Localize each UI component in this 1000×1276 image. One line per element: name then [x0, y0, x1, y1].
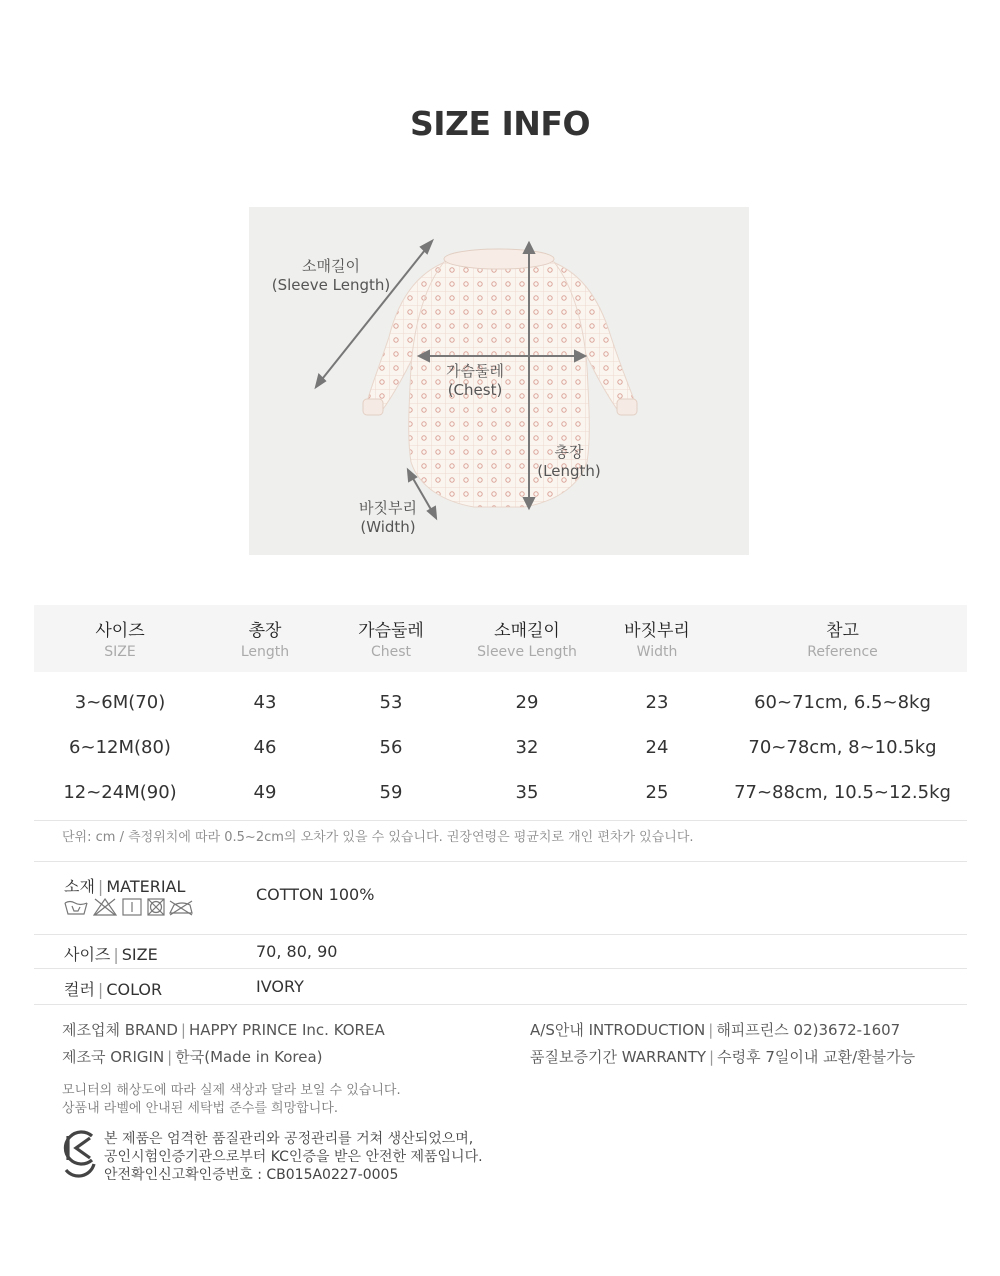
kc-line-3: 안전확인신고확인증번호 : CB015A0227-0005 [104, 1167, 399, 1183]
size-table [34, 605, 967, 815]
header-reference: 참고 Reference [807, 620, 878, 660]
color-key: 컬러 | COLOR [64, 980, 163, 999]
cell-chest: 56 [379, 737, 403, 758]
table-row [34, 672, 967, 725]
size-key: 사이즈 | SIZE [64, 945, 158, 964]
cell-reference: 77~88cm, 10.5~12.5kg [734, 782, 951, 803]
product-diagram [249, 207, 749, 555]
origin-info: 제조국 ORIGIN | 한국(Made in Korea) [62, 1048, 323, 1066]
as-info: A/S안내 INTRODUCTION | 해피프린스 02)3672-1607 [530, 1021, 901, 1039]
chest-label-en: (Chest) [447, 381, 503, 399]
cell-sleeve: 32 [515, 737, 539, 758]
table-row [34, 725, 967, 770]
kc-mark-icon [62, 1130, 98, 1182]
table-row [34, 770, 967, 815]
no-bleach-icon [94, 899, 116, 915]
length-label-en: (Length) [537, 462, 601, 480]
divider [34, 934, 967, 935]
warranty-info: 품질보증기간 WARRANTY | 수령후 7일이내 교환/환불가능 [530, 1048, 916, 1066]
cell-reference: 60~71cm, 6.5~8kg [754, 692, 931, 713]
no-iron-icon [170, 901, 192, 915]
cell-size: 3~6M(70) [74, 692, 166, 713]
no-tumble-dry-icon [148, 899, 164, 915]
cell-size: 6~12M(80) [69, 737, 171, 758]
cell-reference: 70~78cm, 8~10.5kg [748, 737, 937, 758]
cell-size: 12~24M(90) [63, 782, 177, 803]
cell-width: 23 [645, 692, 669, 713]
material-value: COTTON 100% [256, 885, 375, 904]
kc-line-2: 공인시험인증기관으로부터 KC인증을 받은 안전한 제품입니다. [104, 1149, 483, 1165]
material-key: 소재 | MATERIAL [64, 877, 186, 896]
divider [34, 861, 967, 862]
width-label-ko: 바짓부리 [359, 499, 417, 517]
cell-chest: 53 [379, 692, 403, 713]
length-label-ko: 총장 [554, 443, 584, 461]
sleeve-label-en: (Sleeve Length) [271, 276, 391, 294]
divider [34, 1004, 967, 1005]
cell-chest: 59 [379, 782, 403, 803]
cell-sleeve: 29 [515, 692, 539, 713]
size-value: 70, 80, 90 [256, 942, 338, 961]
flat-dry-icon [123, 899, 141, 915]
header-sleeve: 소매길이 Sleeve Length [477, 620, 577, 660]
cell-length: 49 [253, 782, 277, 803]
page-title: SIZE INFO [410, 104, 590, 143]
cell-length: 46 [253, 737, 277, 758]
notice-line-1: 모니터의 해상도에 따라 실제 색상과 달라 보일 수 있습니다. [62, 1083, 401, 1098]
cell-width: 25 [645, 782, 669, 803]
header-width: 바짓부리 Width [624, 620, 690, 660]
color-value: IVORY [256, 977, 304, 996]
kc-line-1: 본 제품은 엄격한 품질관리와 공정관리를 거쳐 생산되었으며, [104, 1131, 474, 1147]
brand-info: 제조업체 BRAND | HAPPY PRINCE Inc. KOREA [62, 1021, 385, 1039]
notice-line-2: 상품내 라벨에 안내된 세탁법 준수를 희망합니다. [62, 1101, 338, 1116]
header-chest: 가슴둘레 Chest [358, 620, 424, 660]
measurement-note: 단위: cm / 측정위치에 따라 0.5~2cm의 오차가 있을 수 있습니다. 권장연령은 평균치로 개인 편차가 있습니다. [62, 830, 694, 845]
cell-length: 43 [253, 692, 277, 713]
width-label-en: (Width) [360, 518, 416, 536]
table-header-row [34, 605, 967, 672]
care-icons [64, 897, 194, 917]
cell-width: 24 [645, 737, 669, 758]
cell-sleeve: 35 [515, 782, 539, 803]
header-length: 총장 Length [240, 620, 290, 660]
hand-wash-icon [65, 902, 87, 915]
sleeve-label-ko: 소매길이 [302, 257, 360, 275]
header-size: 사이즈 SIZE [95, 620, 145, 660]
divider [34, 820, 967, 821]
chest-label-ko: 가슴둘레 [446, 362, 504, 380]
divider [34, 968, 967, 969]
